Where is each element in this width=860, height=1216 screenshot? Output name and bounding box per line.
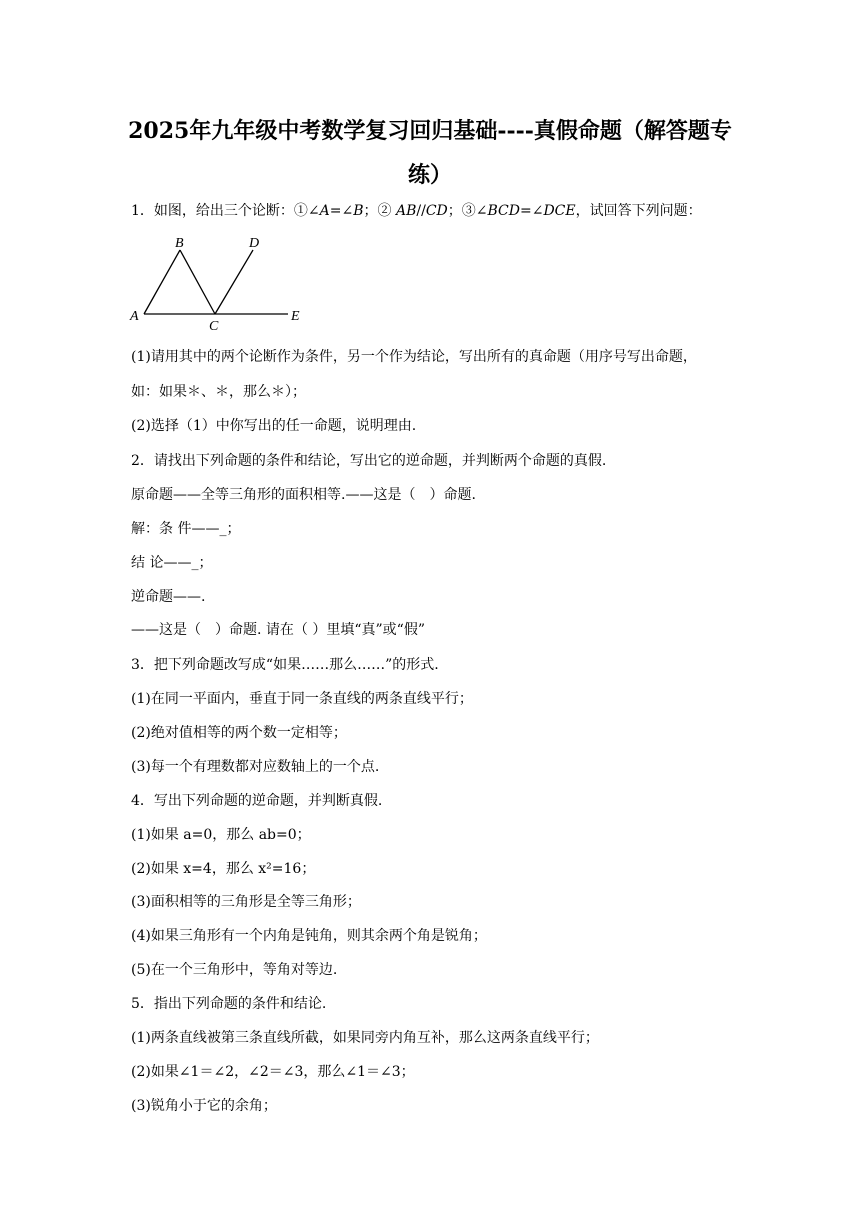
- figure-lines: [144, 250, 288, 314]
- q2-condition: 解：条 件——_；: [131, 521, 241, 537]
- q1-stem: 1．如图，给出三个论断：①∠A=∠B；② AB//CD；③∠BCD=∠DCE，试回答下列问题：: [131, 203, 702, 219]
- q1-part2: (2)选择（1）中你写出的任一命题，说明理由.: [131, 418, 417, 434]
- q1-part1-continued: 如：如果＊、＊，那么＊）；: [131, 384, 306, 400]
- q5-item: (2)如果∠1＝∠2，∠2＝∠3，那么∠1＝∠3；: [131, 1064, 415, 1080]
- q4-item: (3)面积相等的三角形是全等三角形；: [131, 894, 361, 910]
- q4-item: (2)如果 x=4，那么 x²=16；: [131, 861, 316, 877]
- q3-item: (2)绝对值相等的两个数一定相等；: [131, 725, 347, 741]
- point-label-e: E: [291, 309, 300, 324]
- q1-part1: (1)请用其中的两个论断作为条件，另一个作为结论，写出所有的真命题（用序号写出命题，: [131, 349, 697, 365]
- q4-item: (4)如果三角形有一个内角是钝角，则其余两个角是锐角；: [131, 928, 487, 944]
- q2-judge: ——这是（ ）命题. 请在（ ）里填“真”或“假”: [131, 622, 425, 638]
- q3-stem: 3．把下列命题改写成“如果……那么……”的形式.: [131, 657, 439, 673]
- segment-ab: [144, 250, 180, 314]
- point-label-d: D: [249, 236, 260, 251]
- q2-conclusion: 结 论——_；: [131, 555, 213, 571]
- q3-item: (3)每一个有理数都对应数轴上的一个点.: [131, 759, 380, 775]
- q4-stem: 4．写出下列命题的逆命题，并判断真假.: [131, 793, 383, 809]
- geometry-figure: [128, 230, 308, 334]
- document-title: 2025年九年级中考数学复习回归基础----真假命题（解答题专: [128, 118, 732, 144]
- point-label-b: B: [175, 236, 184, 251]
- q3-item: (1)在同一平面内，垂直于同一条直线的两条直线平行；: [131, 691, 473, 707]
- point-label-a: A: [130, 309, 139, 324]
- segment-cd: [215, 250, 253, 314]
- point-label-c: C: [209, 319, 219, 334]
- q4-item: (5)在一个三角形中，等角对等边.: [131, 962, 338, 978]
- q2-stem: 2．请找出下列命题的条件和结论，写出它的逆命题，并判断两个命题的真假.: [131, 453, 607, 469]
- q4-item: (1)如果 a=0，那么 ab=0；: [131, 827, 311, 843]
- q5-stem: 5．指出下列命题的条件和结论.: [131, 996, 327, 1012]
- q5-item: (1)两条直线被第三条直线所截，如果同旁内角互补，那么这两条直线平行；: [131, 1030, 599, 1046]
- q5-item: (3)锐角小于它的余角；: [131, 1098, 277, 1114]
- q2-original: 原命题——全等三角形的面积相等.——这是（ ）命题.: [131, 487, 476, 503]
- q2-converse: 逆命题——.: [131, 589, 206, 605]
- document-title-continued: 练）: [407, 162, 452, 188]
- segment-bc: [180, 250, 215, 314]
